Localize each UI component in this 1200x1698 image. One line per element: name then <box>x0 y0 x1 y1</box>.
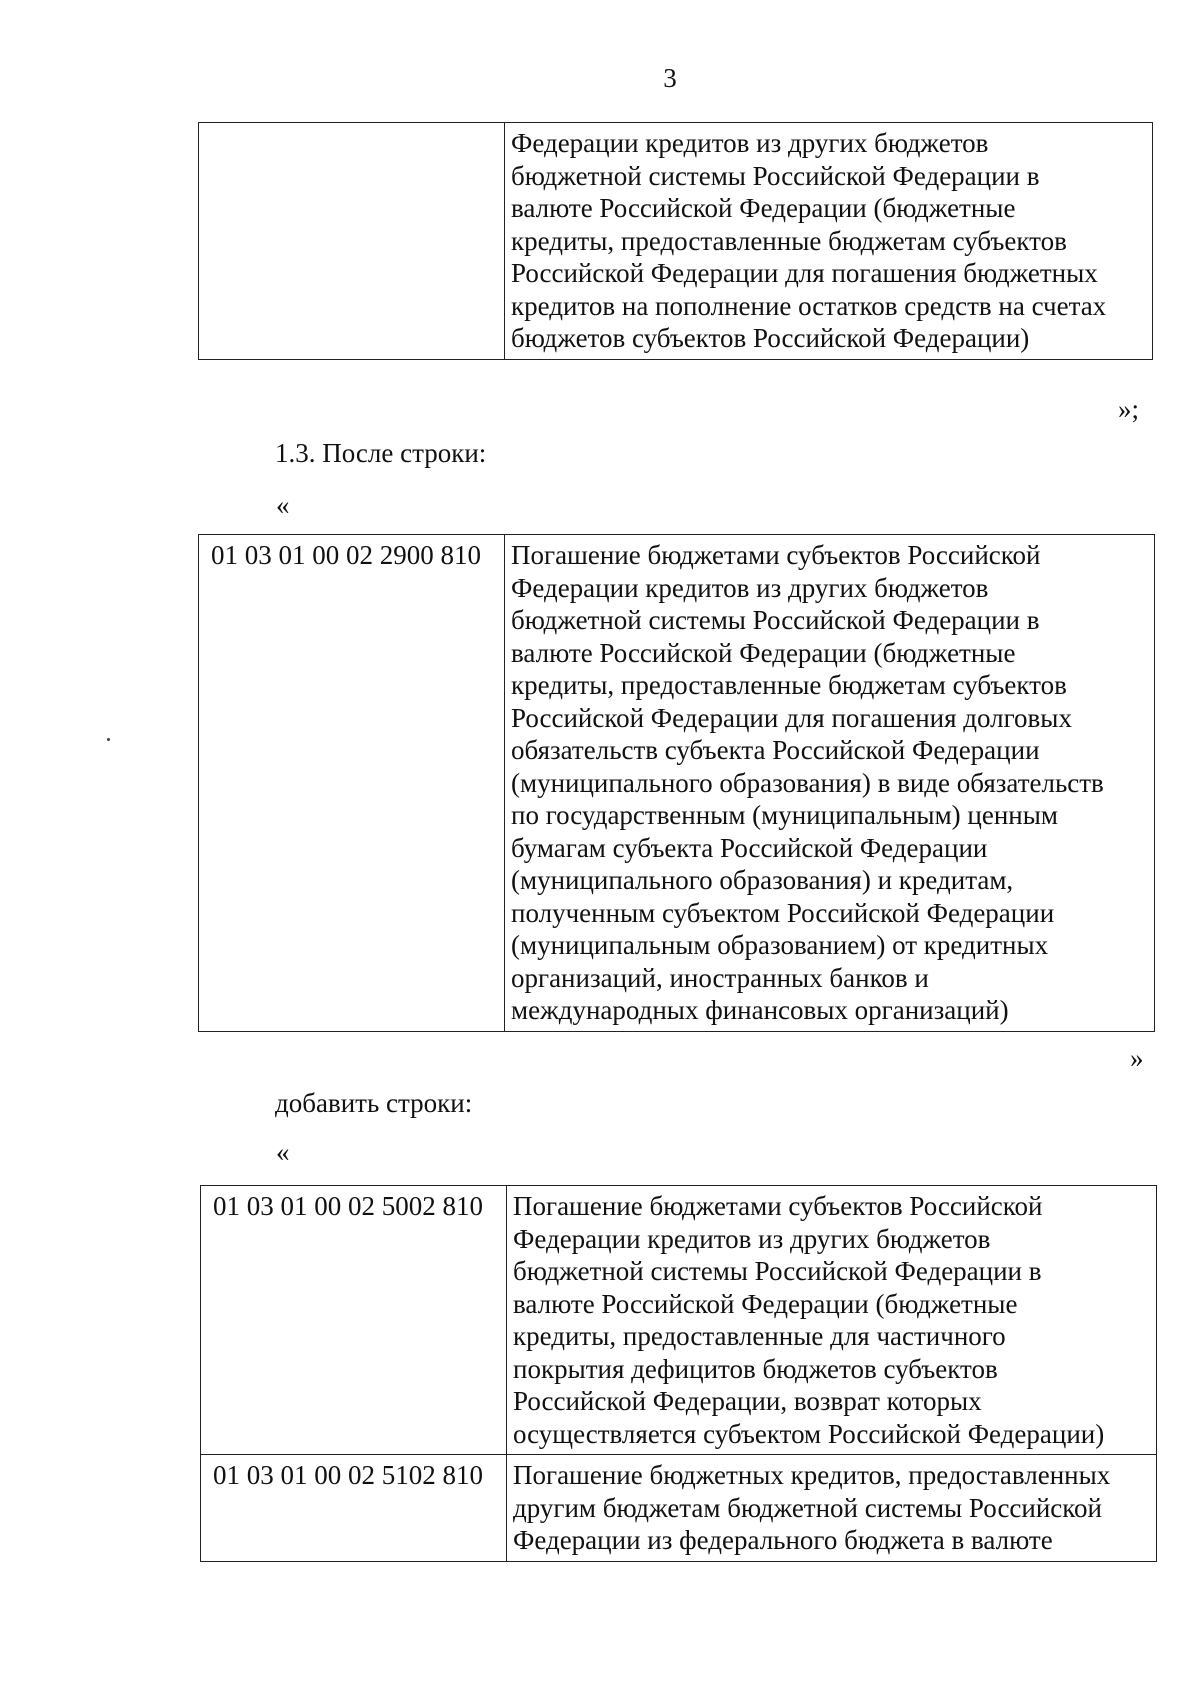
description-line: валюте Российской Федерации (бюджетные <box>511 637 1016 668</box>
table-row <box>199 535 1155 1032</box>
description-line: (муниципальным образованием) от кредитных <box>511 930 1049 960</box>
table-continuation <box>198 122 1153 360</box>
description-line: бумагам субъекта Российской Федерации <box>511 832 988 863</box>
description-cell <box>507 1186 1157 1455</box>
description-line: валюте Российской Федерации (бюджетные <box>513 1288 1018 1319</box>
description-line: (муниципального образования) в виде обязательств <box>511 767 1104 798</box>
code-cell: 01 03 01 00 02 5002 810 <box>201 1186 507 1455</box>
section-heading: 1.3. После строки: <box>275 438 487 468</box>
description-line: по государственным (муниципальным) ценным <box>511 800 1058 830</box>
description-line: Российской Федерации для погашения бюджетных <box>511 258 1098 288</box>
description-line: Российской Федерации, возврат которых <box>513 1386 982 1416</box>
description-line: бюджетной системы Российской Федерации в <box>511 605 1040 635</box>
table-row <box>201 1186 1157 1455</box>
description-line: организаций, иностранных банков и <box>511 962 929 993</box>
code-cell <box>199 123 505 360</box>
description-line: Погашение бюджетами субъектов Российской <box>511 540 1041 570</box>
description-cell <box>505 535 1155 1032</box>
description-line: обязательств субъекта Российской Федерации <box>511 735 1040 765</box>
add-rows-label: добавить строки: <box>275 1088 473 1118</box>
description-line: бюджетной системы Российской Федерации в <box>513 1256 1042 1286</box>
description-line: Российской Федерации для погашения долговых <box>511 702 1072 733</box>
description-line: Федерации кредитов из других бюджетов <box>511 128 989 158</box>
description-line: международных финансовых организаций) <box>511 995 1009 1025</box>
description-line: Федерации кредитов из других бюджетов <box>511 572 989 603</box>
description-line: Погашение бюджетами субъектов Российской <box>513 1191 1043 1221</box>
description-line: Федерации из федерального бюджета в валюте <box>513 1525 1053 1555</box>
description-line: покрытия дефицитов бюджетов субъектов <box>513 1353 998 1384</box>
description-cell <box>507 1455 1157 1562</box>
table-original-row <box>198 534 1155 1032</box>
closing-quote: » <box>1130 1043 1144 1073</box>
table-added-rows <box>200 1185 1157 1562</box>
description-line: валюте Российской Федерации (бюджетные <box>511 193 1016 223</box>
description-line: кредиты, предоставленные бюджетам субъектов <box>511 670 1067 700</box>
description-line: осуществляется субъектом Российской Федерации) <box>513 1418 1105 1449</box>
code-cell: 01 03 01 00 02 5102 810 <box>201 1455 507 1562</box>
description-line: кредиты, предоставленные для частичного <box>513 1321 1006 1351</box>
scan-speck <box>107 738 110 741</box>
page-number: 3 <box>663 63 677 93</box>
table-row <box>199 123 1153 360</box>
closing-quote: »; <box>1118 394 1140 424</box>
description-cell <box>505 123 1153 360</box>
description-line: полученным субъектом Российской Федерации <box>511 897 1055 928</box>
description-line: кредитов на пополнение остатков средств на счетах <box>511 290 1107 321</box>
opening-quote: « <box>276 1137 290 1167</box>
description-line: Федерации кредитов из других бюджетов <box>513 1223 991 1254</box>
description-line: Погашение бюджетных кредитов, предоставленных <box>513 1460 1111 1490</box>
description-line: бюджетной системы Российской Федерации в <box>511 160 1040 191</box>
description-line: другим бюджетам бюджетной системы Российской <box>513 1492 1102 1523</box>
code-cell: 01 03 01 00 02 2900 810 <box>199 535 505 1032</box>
opening-quote: « <box>276 490 290 520</box>
description-line: бюджетов субъектов Российской Федерации) <box>511 323 1030 353</box>
table-row <box>201 1455 1157 1562</box>
description-line: (муниципального образования) и кредитам, <box>511 865 1014 895</box>
description-line: кредиты, предоставленные бюджетам субъектов <box>511 225 1067 256</box>
